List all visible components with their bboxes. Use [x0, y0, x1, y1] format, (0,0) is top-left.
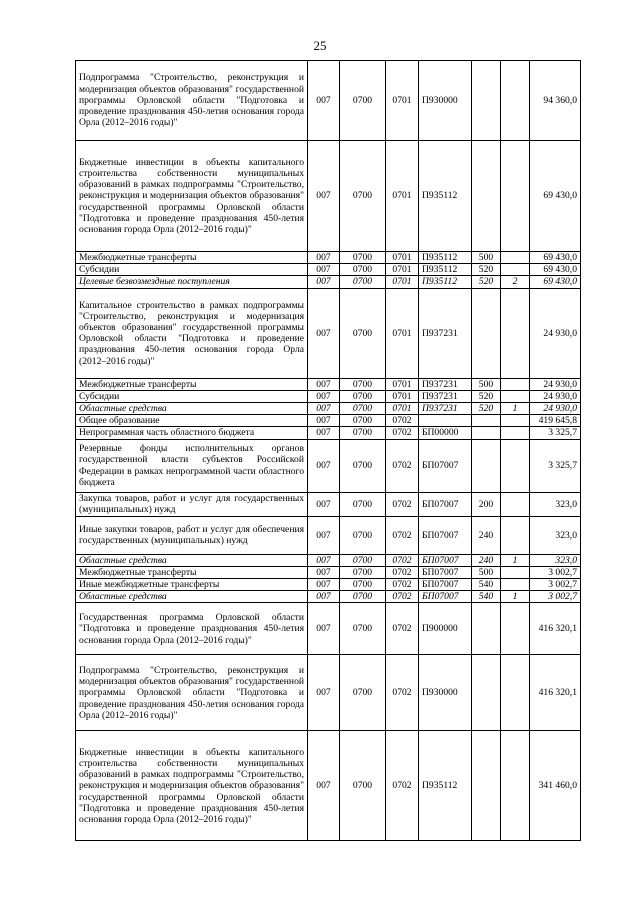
table-row: [76, 264, 581, 276]
table-row: [76, 378, 581, 390]
row-name: Государственная программа Орловской области "Подготовка и проведение празднования 450-летия основания города Орла (2012–2016 годы)": [76, 603, 308, 655]
section-code: 0700: [340, 591, 386, 603]
ministry-code: 007: [308, 378, 340, 390]
row-name: Подпрограмма "Строительство, реконструкция и модернизация объектов образования" государственной программы Орловской области "Подготовка и проведение празднования 450-летия основания города Орла (2012–2016 годы)": [76, 61, 308, 141]
target-item-code: БП00000: [419, 427, 472, 439]
target-item-code: [419, 415, 472, 427]
expense-type-code: 540: [472, 591, 501, 603]
amount: 3 325,7: [530, 439, 581, 492]
ministry-code: 007: [308, 591, 340, 603]
subsection-code: 0701: [386, 403, 419, 415]
amount: 3 002,7: [530, 591, 581, 603]
target-item-code: БП07007: [419, 566, 472, 578]
target-item-code: БП07007: [419, 492, 472, 516]
section-code: 0700: [340, 492, 386, 516]
source-code: [501, 427, 530, 439]
table-row: [76, 390, 581, 402]
target-item-code: П930000: [419, 655, 472, 731]
expense-type-code: [472, 731, 501, 841]
table-row: [76, 141, 581, 252]
section-code: 0700: [340, 579, 386, 591]
row-name: Межбюджетные трансферты: [76, 252, 308, 264]
amount: 69 430,0: [530, 264, 581, 276]
target-item-code: П937231: [419, 378, 472, 390]
amount: 24 930,0: [530, 390, 581, 402]
table-row: [76, 403, 581, 415]
expense-type-code: [472, 61, 501, 141]
table-row: [76, 252, 581, 264]
amount: 94 360,0: [530, 61, 581, 141]
section-code: 0700: [340, 403, 386, 415]
source-code: [501, 566, 530, 578]
ministry-code: 007: [308, 276, 340, 288]
row-name: Бюджетные инвестиции в объекты капитального строительства собственности муниципальных образований в рамках подпрограммы "Строительство, реконструкция и модернизация объектов образования" государственной программы Орловской области "Подготовка и проведение празднования 450-летия основания города Орла (2012–2016 годы)": [76, 731, 308, 841]
expense-type-code: 520: [472, 390, 501, 402]
amount: 24 930,0: [530, 378, 581, 390]
page-number: 25: [313, 38, 327, 53]
subsection-code: 0701: [386, 378, 419, 390]
target-item-code: БП07007: [419, 516, 472, 554]
table-row: [76, 61, 581, 141]
table-row: [76, 276, 581, 288]
section-code: 0700: [340, 655, 386, 731]
row-name: Межбюджетные трансферты: [76, 378, 308, 390]
amount: 3 325,7: [530, 427, 581, 439]
amount: 69 430,0: [530, 141, 581, 252]
subsection-code: 0702: [386, 492, 419, 516]
amount: 69 430,0: [530, 276, 581, 288]
expense-type-code: [472, 603, 501, 655]
table-row: [76, 655, 581, 731]
ministry-code: 007: [308, 492, 340, 516]
target-item-code: П930000: [419, 61, 472, 141]
row-name: Областные средства: [76, 554, 308, 566]
source-code: [501, 252, 530, 264]
source-code: [501, 264, 530, 276]
subsection-code: 0702: [386, 579, 419, 591]
budget-table: [75, 60, 581, 841]
section-code: 0700: [340, 731, 386, 841]
source-code: [501, 439, 530, 492]
expense-type-code: [472, 141, 501, 252]
ministry-code: 007: [308, 566, 340, 578]
table-row: [76, 415, 581, 427]
source-code: [501, 655, 530, 731]
table-row: [76, 566, 581, 578]
target-item-code: П935112: [419, 252, 472, 264]
table-row: [76, 439, 581, 492]
source-code: 1: [501, 554, 530, 566]
row-name: Субсидии: [76, 390, 308, 402]
source-code: 1: [501, 403, 530, 415]
table-row: [76, 492, 581, 516]
expense-type-code: 240: [472, 516, 501, 554]
subsection-code: 0701: [386, 276, 419, 288]
table-row: [76, 516, 581, 554]
section-code: 0700: [340, 566, 386, 578]
subsection-code: 0701: [386, 141, 419, 252]
section-code: 0700: [340, 516, 386, 554]
row-name: Общее образование: [76, 415, 308, 427]
subsection-code: 0702: [386, 439, 419, 492]
ministry-code: 007: [308, 554, 340, 566]
section-code: 0700: [340, 427, 386, 439]
ministry-code: 007: [308, 731, 340, 841]
row-name: Иные закупки товаров, работ и услуг для обеспечения государственных (муниципальных) нужд: [76, 516, 308, 554]
ministry-code: 007: [308, 141, 340, 252]
table-row: [76, 554, 581, 566]
table-row: [76, 731, 581, 841]
target-item-code: П935112: [419, 264, 472, 276]
ministry-code: 007: [308, 252, 340, 264]
row-name: Областные средства: [76, 403, 308, 415]
target-item-code: БП07007: [419, 591, 472, 603]
amount: 416 320,1: [530, 603, 581, 655]
source-code: [501, 579, 530, 591]
source-code: [501, 390, 530, 402]
ministry-code: 007: [308, 603, 340, 655]
target-item-code: БП07007: [419, 579, 472, 591]
source-code: [501, 378, 530, 390]
expense-type-code: 540: [472, 579, 501, 591]
target-item-code: П935112: [419, 141, 472, 252]
section-code: 0700: [340, 288, 386, 378]
subsection-code: 0701: [386, 61, 419, 141]
expense-type-code: 500: [472, 378, 501, 390]
amount: 419 645,8: [530, 415, 581, 427]
section-code: 0700: [340, 390, 386, 402]
ministry-code: 007: [308, 655, 340, 731]
subsection-code: 0702: [386, 554, 419, 566]
row-name: Межбюджетные трансферты: [76, 566, 308, 578]
amount: 69 430,0: [530, 252, 581, 264]
section-code: 0700: [340, 141, 386, 252]
row-name: Закупка товаров, работ и услуг для государственных (муниципальных) нужд: [76, 492, 308, 516]
row-name: Иные межбюджетные трансферты: [76, 579, 308, 591]
amount: 3 002,7: [530, 579, 581, 591]
ministry-code: 007: [308, 516, 340, 554]
amount: 24 930,0: [530, 288, 581, 378]
source-code: [501, 731, 530, 841]
section-code: 0700: [340, 252, 386, 264]
target-item-code: П937231: [419, 390, 472, 402]
row-name: Целевые безвозмездные поступления: [76, 276, 308, 288]
expense-type-code: 520: [472, 264, 501, 276]
target-item-code: П935112: [419, 276, 472, 288]
ministry-code: 007: [308, 390, 340, 402]
subsection-code: 0701: [386, 390, 419, 402]
row-name: Бюджетные инвестиции в объекты капитального строительства собственности муниципальных образований в рамках подпрограммы "Строительство, реконструкция и модернизация объектов образования" государственной программы Орловской области "Подготовка и проведение празднования 450-летия основания города Орла (2012–2016 годы)": [76, 141, 308, 252]
table-body: [76, 61, 581, 841]
source-code: [501, 603, 530, 655]
expense-type-code: [472, 439, 501, 492]
ministry-code: 007: [308, 415, 340, 427]
source-code: 1: [501, 591, 530, 603]
amount: 3 002,7: [530, 566, 581, 578]
target-item-code: П935112: [419, 731, 472, 841]
target-item-code: П900000: [419, 603, 472, 655]
section-code: 0700: [340, 439, 386, 492]
row-name: Субсидии: [76, 264, 308, 276]
target-item-code: П937231: [419, 288, 472, 378]
expense-type-code: [472, 655, 501, 731]
section-code: 0700: [340, 61, 386, 141]
amount: 323,0: [530, 492, 581, 516]
source-code: [501, 61, 530, 141]
row-name: Непрограммная часть областного бюджета: [76, 427, 308, 439]
amount: 24 930,0: [530, 403, 581, 415]
expense-type-code: 500: [472, 252, 501, 264]
ministry-code: 007: [308, 288, 340, 378]
row-name: Областные средства: [76, 591, 308, 603]
section-code: 0700: [340, 276, 386, 288]
source-code: [501, 141, 530, 252]
ministry-code: 007: [308, 579, 340, 591]
source-code: 2: [501, 276, 530, 288]
target-item-code: П937231: [419, 403, 472, 415]
row-name: Резервные фонды исполнительных органов государственной власти субъектов Российской Федерации в рамках непрограммной части областного бюджета: [76, 439, 308, 492]
ministry-code: 007: [308, 439, 340, 492]
table-row: [76, 579, 581, 591]
row-name: Подпрограмма "Строительство, реконструкция и модернизация объектов образования" государственной программы Орловской области "Подготовка и проведение празднования 450-летия основания города Орла (2012–2016 годы)": [76, 655, 308, 731]
subsection-code: 0702: [386, 566, 419, 578]
expense-type-code: [472, 288, 501, 378]
target-item-code: БП07007: [419, 554, 472, 566]
subsection-code: 0702: [386, 427, 419, 439]
subsection-code: 0701: [386, 264, 419, 276]
expense-type-code: [472, 427, 501, 439]
expense-type-code: 500: [472, 566, 501, 578]
source-code: [501, 492, 530, 516]
subsection-code: 0701: [386, 252, 419, 264]
table-row: [76, 288, 581, 378]
amount: 416 320,1: [530, 655, 581, 731]
ministry-code: 007: [308, 61, 340, 141]
expense-type-code: [472, 415, 501, 427]
amount: 341 460,0: [530, 731, 581, 841]
amount: 323,0: [530, 554, 581, 566]
subsection-code: 0702: [386, 731, 419, 841]
subsection-code: 0702: [386, 655, 419, 731]
ministry-code: 007: [308, 427, 340, 439]
ministry-code: 007: [308, 264, 340, 276]
subsection-code: 0702: [386, 415, 419, 427]
section-code: 0700: [340, 415, 386, 427]
section-code: 0700: [340, 378, 386, 390]
source-code: [501, 288, 530, 378]
table-row: [76, 427, 581, 439]
section-code: 0700: [340, 264, 386, 276]
source-code: [501, 516, 530, 554]
ministry-code: 007: [308, 403, 340, 415]
expense-type-code: 520: [472, 276, 501, 288]
table-row: [76, 591, 581, 603]
expense-type-code: 200: [472, 492, 501, 516]
target-item-code: БП07007: [419, 439, 472, 492]
subsection-code: 0702: [386, 603, 419, 655]
subsection-code: 0702: [386, 516, 419, 554]
subsection-code: 0702: [386, 591, 419, 603]
expense-type-code: 520: [472, 403, 501, 415]
amount: 323,0: [530, 516, 581, 554]
subsection-code: 0701: [386, 288, 419, 378]
section-code: 0700: [340, 603, 386, 655]
row-name: Капитальное строительство в рамках подпрограммы "Строительство, реконструкция и модернизация объектов образования" государственной программы Орловской области "Подготовка и проведение празднования 450-летия основания города Орла (2012–2016 годы)": [76, 288, 308, 378]
source-code: [501, 415, 530, 427]
expense-type-code: 240: [472, 554, 501, 566]
section-code: 0700: [340, 554, 386, 566]
table-row: [76, 603, 581, 655]
